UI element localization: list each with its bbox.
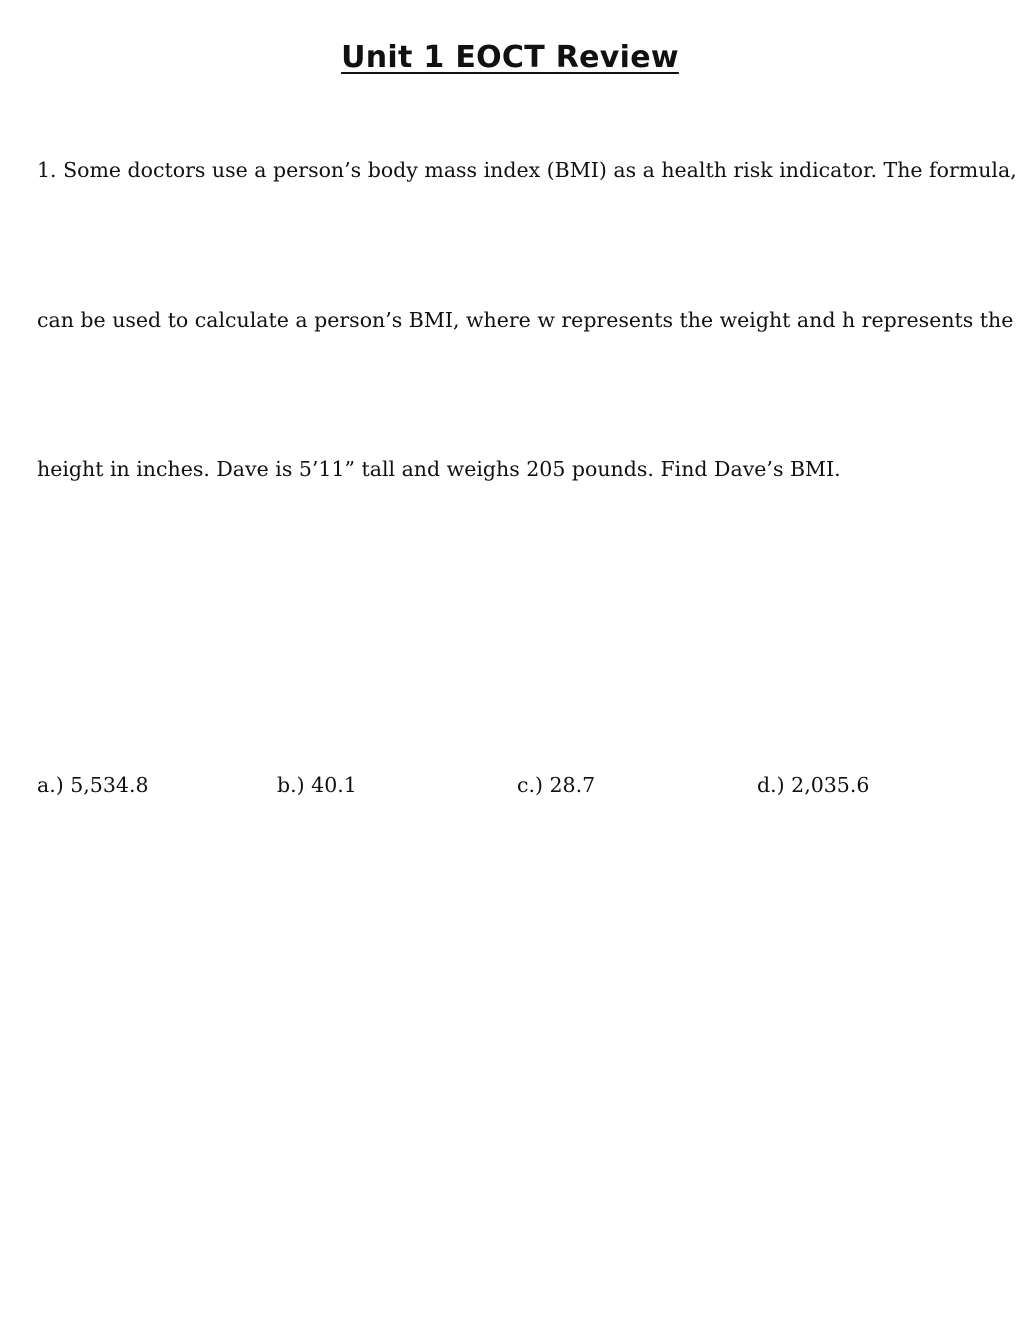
page-title: Unit 1 EOCT Review — [341, 40, 679, 75]
answer-choice-b: b.) 40.1 — [277, 773, 357, 797]
answer-choice-a: a.) 5,534.8 — [37, 773, 149, 797]
answer-choice-d: d.) 2,035.6 — [757, 773, 870, 797]
question-text-line-1: 1. Some doctors use a person’s body mass index (BMI) as a health risk indicator. The formula, — [37, 158, 1017, 182]
answer-choice-c: c.) 28.7 — [517, 773, 596, 797]
question-text-line-3: height in inches. Dave is 5’11” tall and weighs 205 pounds. Find Dave’s BMI. — [37, 457, 841, 481]
question-text-line-2: can be used to calculate a person’s BMI, where w represents the weight and h represents the — [37, 308, 1014, 332]
